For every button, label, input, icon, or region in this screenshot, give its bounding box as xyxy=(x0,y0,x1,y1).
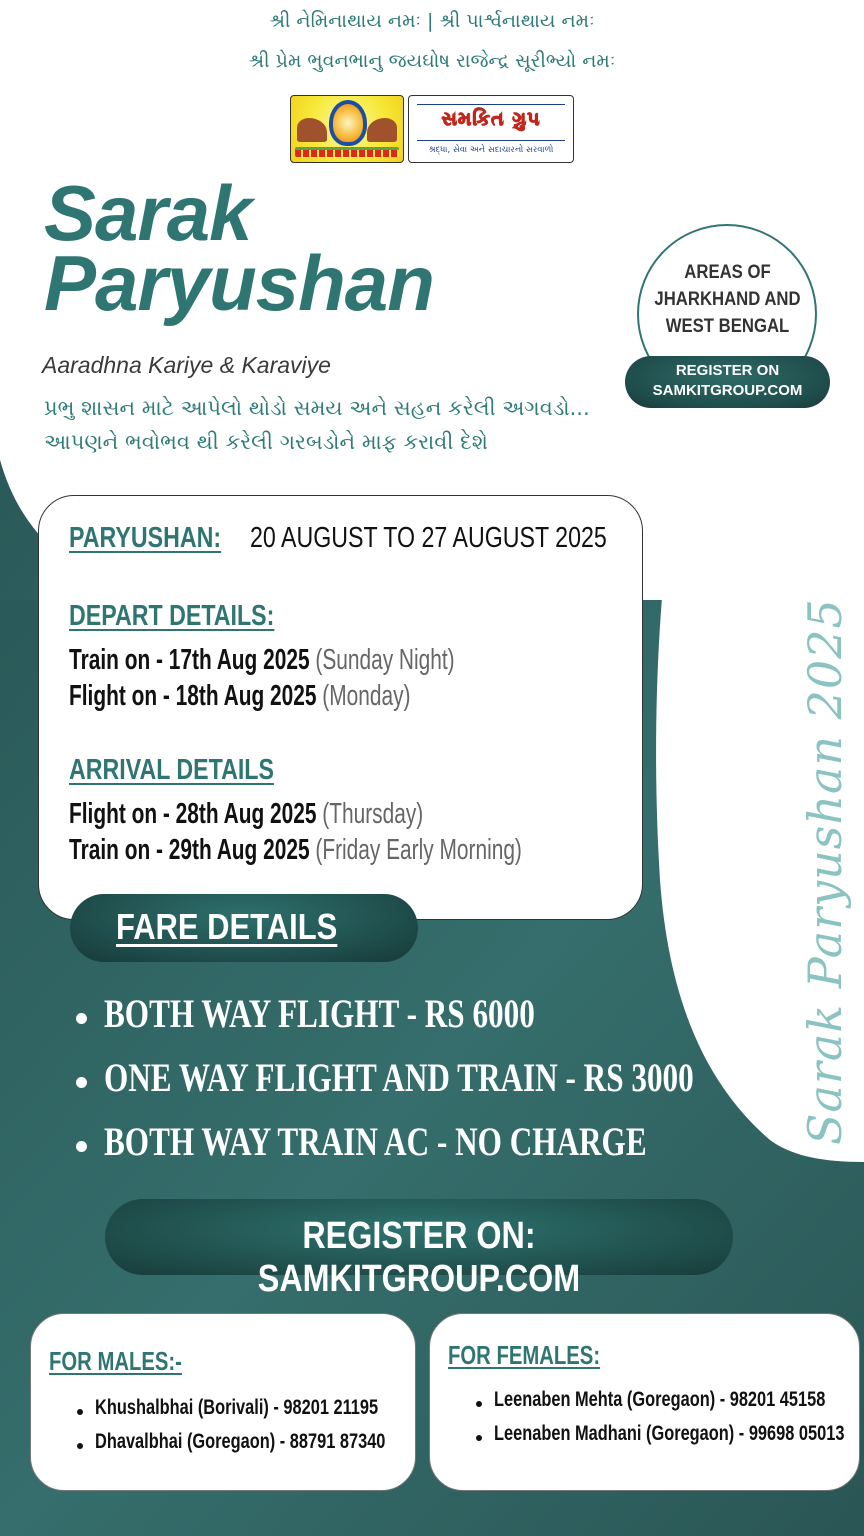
arrival-heading: ARRIVAL DETAILS xyxy=(69,754,274,786)
subtitle: Aaradhna Kariye & Karaviye xyxy=(42,352,331,378)
depart-item xyxy=(69,644,605,677)
arrival-heading-row xyxy=(69,754,325,787)
areas-register-line-2: SAMKITGROUP.COM xyxy=(652,382,803,399)
contact-text: Khushalbhai (Borivali) - 98201 21195 xyxy=(95,1396,379,1419)
paryushan-label: PARYUSHAN: xyxy=(69,522,222,554)
areas-line-1: AREAS OF xyxy=(684,262,771,283)
bullet-icon xyxy=(476,1435,482,1441)
fare-details-heading xyxy=(70,894,418,962)
samkit-group-logo xyxy=(290,95,574,163)
contact-card-females xyxy=(429,1313,860,1491)
bullet-icon xyxy=(476,1401,482,1407)
depart-item-note: (Sunday Night) xyxy=(315,644,455,676)
areas-text xyxy=(637,259,817,340)
bullet-icon xyxy=(76,1141,87,1152)
side-script-text: Sarak Paryushan 2025 xyxy=(798,598,852,1145)
register-cta-button[interactable] xyxy=(105,1199,733,1300)
bullet-icon xyxy=(77,1409,83,1415)
paryushan-dates: 20 AUGUST TO 27 AUGUST 2025 xyxy=(249,522,607,554)
bullet-icon xyxy=(76,1077,87,1088)
gujarati-message-line-2: આપણને ભવોભવ થી કરેલી ગરબડોને માફ કરાવી દેશે xyxy=(44,430,489,454)
contact-text: Dhavalbhai (Goregaon) - 88791 87340 xyxy=(95,1430,386,1453)
logo-emblem-icon xyxy=(290,95,404,163)
page-title xyxy=(44,169,434,327)
males-heading: FOR MALES:- xyxy=(49,1346,182,1376)
paryushan-dates-row xyxy=(69,522,696,555)
areas-line-3: WEST BENGAL xyxy=(665,316,790,337)
depart-heading: DEPART DETAILS: xyxy=(69,600,275,632)
depart-item xyxy=(69,680,543,713)
areas-badge xyxy=(625,224,830,408)
fare-item-text: ONE WAY FLIGHT AND TRAIN - RS 3000 xyxy=(104,1055,694,1100)
areas-line-2: JHARKHAND AND xyxy=(654,289,801,310)
logo-tagline: શ્રદ્ધા, સેવા અને સદાચારનો સરવાળો xyxy=(428,145,554,155)
gujarati-message-line-1: પ્રભુ શાસન માટે આપેલો થોડો સમય અને સહન કરેલી અગવડો... xyxy=(44,396,590,420)
depart-item-text: Train on - 17th Aug 2025 xyxy=(69,644,310,676)
invocation-line-1: શ્રી નેમિનાથાય નમઃ | શ્રી પાર્શ્વનાથાય નમઃ xyxy=(269,10,595,32)
title-line-1: Sarak xyxy=(44,169,252,257)
fare-item-text: BOTH WAY FLIGHT - RS 6000 xyxy=(104,991,535,1036)
title-line-2: Paryushan xyxy=(44,239,434,327)
arrival-item-note: (Friday Early Morning) xyxy=(315,834,522,866)
fare-item-text: BOTH WAY TRAIN AC - NO CHARGE xyxy=(104,1119,647,1164)
depart-heading-row xyxy=(69,600,326,633)
bullet-icon xyxy=(77,1443,83,1449)
arrival-item xyxy=(69,834,698,867)
depart-item-note: (Monday) xyxy=(322,680,411,712)
arrival-item xyxy=(69,798,561,831)
arrival-item-text: Flight on - 28th Aug 2025 xyxy=(69,798,317,830)
fare-heading-text: FARE DETAILS xyxy=(116,906,338,947)
logo-wordmark xyxy=(408,95,574,163)
areas-register-line-1: REGISTER ON xyxy=(675,362,780,379)
arrival-item-text: Train on - 29th Aug 2025 xyxy=(69,834,310,866)
register-cta-text: REGISTER ON: SAMKITGROUP.COM xyxy=(257,1215,581,1300)
schedule-card xyxy=(38,495,643,920)
females-heading: FOR FEMALES: xyxy=(448,1340,601,1370)
contact-text: Leenaben Mehta (Goregaon) - 98201 45158 xyxy=(494,1388,826,1411)
arrival-item-note: (Thursday) xyxy=(322,798,424,830)
invocation-line-2: શ્રી પ્રેમ ભુવનભાનુ જયઘોષ રાજેન્દ્ર સૂરીભ્યો નમઃ xyxy=(248,50,616,72)
bullet-icon xyxy=(76,1013,87,1024)
contact-text: Leenaben Madhani (Goregaon) - 99698 05013 xyxy=(494,1422,845,1445)
depart-item-text: Flight on - 18th Aug 2025 xyxy=(69,680,317,712)
logo-brand-name: સમકિત ગ્રુપ xyxy=(441,108,541,130)
contact-card-males xyxy=(30,1313,416,1491)
areas-register-link[interactable] xyxy=(625,356,830,408)
